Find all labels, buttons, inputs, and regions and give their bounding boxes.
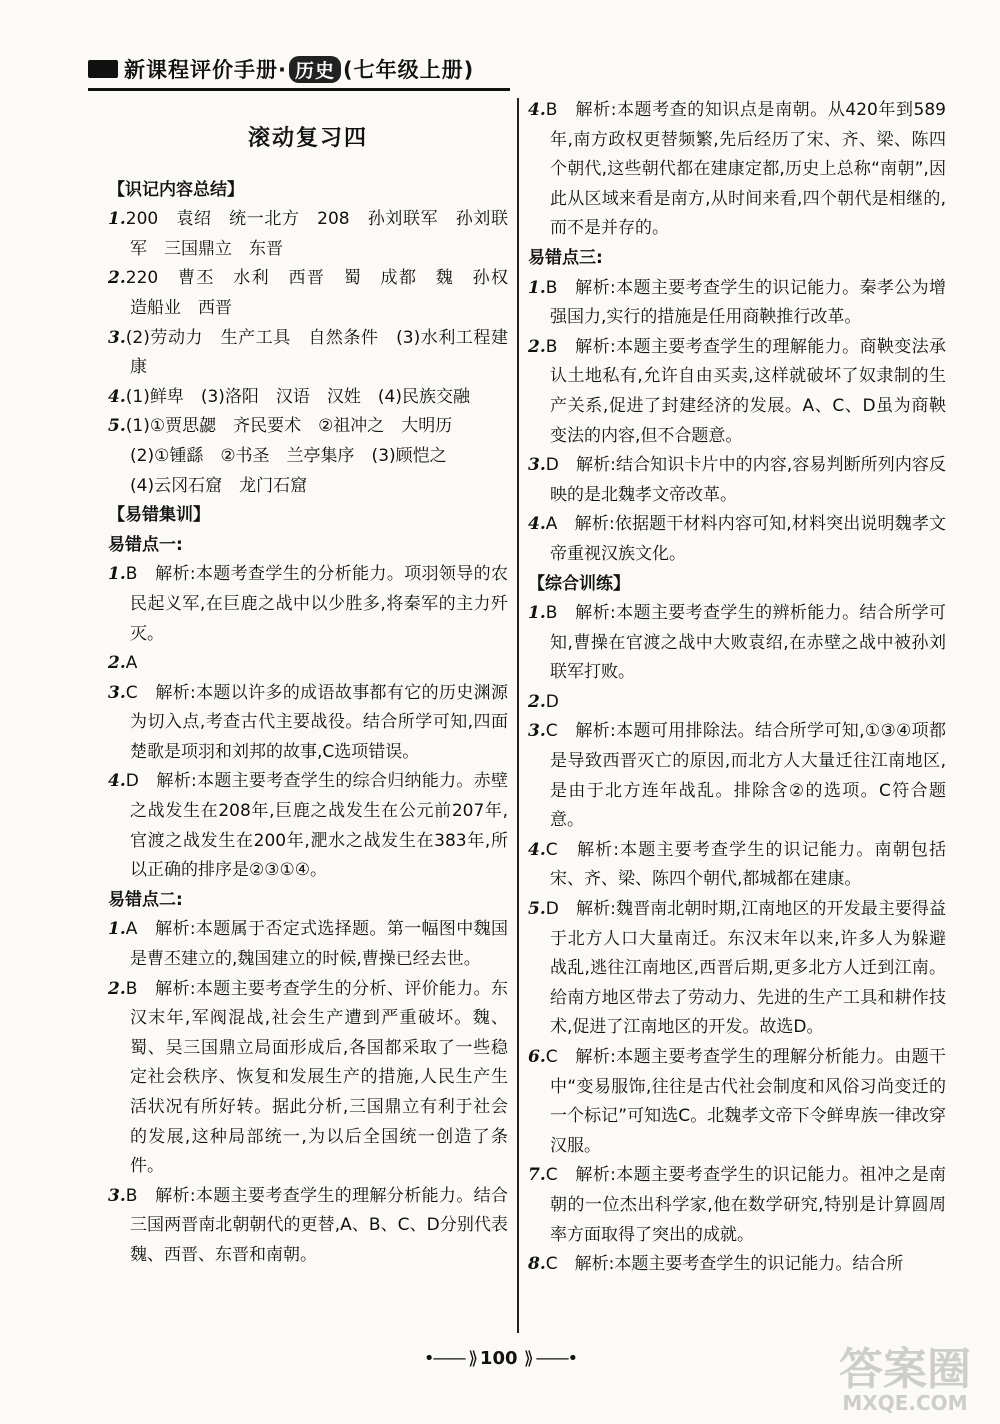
- item-text: A: [125, 653, 138, 674]
- item-text: D 解析:魏晋南北朝时期,江南地区的开发最主要得益于北方人口大量南迁。东汉末年以来,许多人为躲避战乱,逃往江南地区,西晋后期,更多北方人迁到江南。给南方地区带去了劳动力、先进的生产工具和耕作技术,促进了江南地区的开发。故选D。: [545, 899, 946, 1038]
- item-number: 3.: [528, 455, 546, 476]
- answer-item: [108, 649, 508, 679]
- answer-item: [108, 679, 508, 768]
- item-number: 1.: [108, 564, 126, 585]
- item-number: 1.: [528, 277, 546, 298]
- item-text: C 解析:本题主要考查学生的识记能力。结合所: [545, 1254, 904, 1275]
- answer-item: [528, 333, 946, 451]
- item-text: C 解析:本题主要考查学生的识记能力。祖冲之是南朝的一位杰出科学家,他在数学研究,特别是计算圆周率方面取得了突出的成就。: [545, 1165, 946, 1245]
- item-number: 1.: [528, 603, 546, 624]
- item-number: 1.: [108, 209, 126, 230]
- item-number: 2.: [108, 653, 126, 674]
- item-text: C 解析:本题可用排除法。结合所学可知,①③④项都是导致西晋灭亡的原因,而北方人大量迁往江南地区,是由于北方连年战乱。排除含②的选项。C符合题意。: [545, 721, 946, 831]
- item-text: B 解析:本题主要考查学生的分析、评价能力。东汉末年,军阀混战,社会生产遭到严重破坏。魏、蜀、吴三国鼎立局面形成后,各国都采取了一些稳定社会秩序、恢复和发展生产的措施,人民生产生活状况有所好转。据此分析,三国鼎立有利于社会的发展,这种局部统一,为以后全国统一创造了条件。: [125, 978, 508, 1177]
- answer-item: [528, 1043, 946, 1161]
- item-text: C 解析:本题主要考查学生的理解分析能力。由题干中“变易服饰,往往是古代社会制度和风俗习尚变迁的一个标记”可知选C。北魏孝文帝下令鲜卑族一律改穿汉服。: [545, 1047, 946, 1156]
- item-number: 2.: [528, 691, 546, 712]
- answer-item: [528, 1161, 946, 1250]
- item-number: 8.: [528, 1254, 546, 1275]
- item-text: (1)①贾思勰 齐民要术 ②祖冲之 大明历: [125, 416, 453, 437]
- subsection-heading: 易错点一:: [108, 534, 183, 555]
- answer-item: [108, 412, 508, 442]
- book-header: [88, 52, 518, 86]
- item-text: 220 曹丕 水利 西晋 蜀 成都 魏 孙权 造船业 西晋: [125, 268, 525, 318]
- item-number: 7.: [528, 1165, 546, 1186]
- item-text: C 解析:本题以许多的成语故事都有它的历史渊源为切入点,考查古代主要战役。结合所学可知,四面楚歌是项羽和刘邦的故事,C选项错误。: [125, 682, 508, 762]
- answer-item: [108, 1182, 508, 1271]
- item-text: B 解析:本题主要考查学生的理解分析能力。结合三国两晋南北朝朝代的更替,A、B、C、D分别代表魏、西晋、东晋和南朝。: [125, 1185, 508, 1265]
- item-text: D: [545, 691, 559, 712]
- answer-item: [528, 717, 946, 835]
- answer-item: [108, 324, 508, 383]
- item-text: B 解析:本题考查学生的分析能力。项羽领导的农民起义军,在巨鹿之战中以少胜多,将秦军的主力歼灭。: [125, 564, 508, 644]
- watermark-main: 答案圈: [839, 1344, 971, 1395]
- item-number: 4.: [528, 100, 546, 120]
- section-heading: 【综合训练】: [528, 573, 630, 594]
- watermark-sub: MXQE.COM: [842, 1391, 968, 1415]
- answer-item: [528, 274, 946, 333]
- item-text: C 解析:本题主要考查学生的识记能力。南朝包括宋、齐、梁、陈四个朝代,都城都在建康。: [545, 839, 946, 890]
- item-text: 200 袁绍 统一北方 208 孙刘联军 孙刘联军 三国鼎立 东晋: [125, 209, 508, 259]
- answer-item: [108, 560, 508, 649]
- answer-item: [108, 767, 508, 885]
- item-number: 4.: [528, 514, 546, 535]
- item-text: B 解析:本题考查的知识点是南朝。从420年到589年,南方政权更替频繁,先后经历了宋、齐、梁、陈四个朝代,这些朝代都在建康定都,历史上总称“南朝”,因此从区域来看是南方,从时间来看,四个朝代是相继的,而不是并存的。: [545, 100, 946, 239]
- item-number: 3.: [108, 682, 126, 703]
- item-number: 5.: [108, 416, 126, 437]
- item-text: B 解析:本题主要考查学生的理解能力。商鞅变法承认土地私有,允许自由买卖,这样就破坏了奴隶制的生产关系,促进了封建经济的发展。A、C、D虽为商鞅变法的内容,但不合题意。: [545, 336, 946, 446]
- subject-stamp: 历史: [289, 56, 341, 83]
- footer-right-ornament: ⟫ ——•: [523, 1348, 577, 1369]
- answer-item: [528, 451, 946, 510]
- header-grade: (七年级上册): [343, 58, 475, 82]
- left-column: [108, 96, 525, 1271]
- watermark-logo: [820, 1344, 990, 1420]
- right-column: [528, 96, 946, 1280]
- section-heading: 【识记内容总结】: [108, 179, 244, 200]
- header-rule: [88, 88, 510, 91]
- item-number: 3.: [528, 721, 546, 742]
- item-text: A 解析:依据题干材料内容可知,材料突出说明魏孝文帝重视汉族文化。: [545, 514, 946, 564]
- item-number: 6.: [528, 1047, 546, 1067]
- item-number: 4.: [528, 839, 546, 860]
- item-number: 3.: [108, 1185, 126, 1206]
- right-content: [528, 96, 946, 1280]
- item-number: 5.: [528, 899, 546, 920]
- item-text: D 解析:结合知识卡片中的内容,容易判断所列内容反映的是北魏孝文帝改革。: [545, 455, 946, 505]
- item-text: D 解析:本题主要考查学生的综合归纳能力。赤壁之战发生在208年,巨鹿之战发生在公元前207年,官渡之战发生在200年,淝水之战发生在383年,所以正确的排序是②③①④。: [125, 771, 508, 881]
- item-text: B 解析:本题主要考查学生的识记能力。秦孝公为增强国力,实行的措施是任用商鞅推行改革。: [545, 277, 946, 328]
- item-text: A 解析:本题属于否定式选择题。第一幅图中魏国是曹丕建立的,魏国建立的时候,曹操已经去世。: [125, 919, 508, 970]
- section-heading: 【易错集训】: [108, 505, 210, 526]
- item-number: 2.: [108, 268, 126, 289]
- answer-item: [528, 599, 946, 688]
- answer-item: [108, 383, 508, 413]
- left-content: [108, 176, 525, 1271]
- item-number: 4.: [108, 386, 126, 407]
- answer-item: [528, 688, 946, 718]
- item-number: 3.: [108, 327, 126, 348]
- footer-left-ornament: •—— ⟫: [423, 1348, 480, 1369]
- page-number: 100: [479, 1348, 518, 1369]
- answer-item: [528, 1250, 946, 1280]
- item-text: B 解析:本题主要考查学生的辨析能力。结合所学可知,曹操在官渡之战中大败袁绍,在赤壁之战中被孙刘联军打败。: [545, 603, 946, 683]
- page-title: 滚动复习四: [247, 126, 368, 151]
- item-text: (1)鲜卑 (3)洛阳 汉语 汉姓 (4)民族交融: [125, 386, 470, 407]
- answer-item: [108, 205, 508, 264]
- answer-item: [528, 836, 946, 895]
- answer-continuation: (2)①锺繇 ②书圣 兰亭集序 (3)顾恺之: [130, 445, 447, 466]
- answer-item: [528, 510, 946, 569]
- answer-item: [108, 915, 508, 974]
- item-number: 1.: [108, 919, 126, 940]
- subsection-heading: 易错点二:: [108, 889, 183, 910]
- answer-item: [108, 975, 508, 1182]
- answer-item: [108, 264, 525, 323]
- subsection-heading: 易错点三:: [528, 247, 603, 268]
- header-prefix: 新课程评价手册·: [124, 58, 287, 82]
- item-number: 2.: [528, 336, 546, 357]
- answer-continuation: (4)云冈石窟 龙门石窟: [130, 475, 308, 496]
- item-number: 4.: [108, 771, 126, 792]
- item-number: 2.: [108, 978, 126, 999]
- publisher-logo-icon: [88, 60, 118, 78]
- answer-item: [528, 96, 946, 244]
- answer-item: [528, 895, 946, 1043]
- item-text: (2)劳动力 生产工具 自然条件 (3)水利工程建康: [125, 327, 508, 378]
